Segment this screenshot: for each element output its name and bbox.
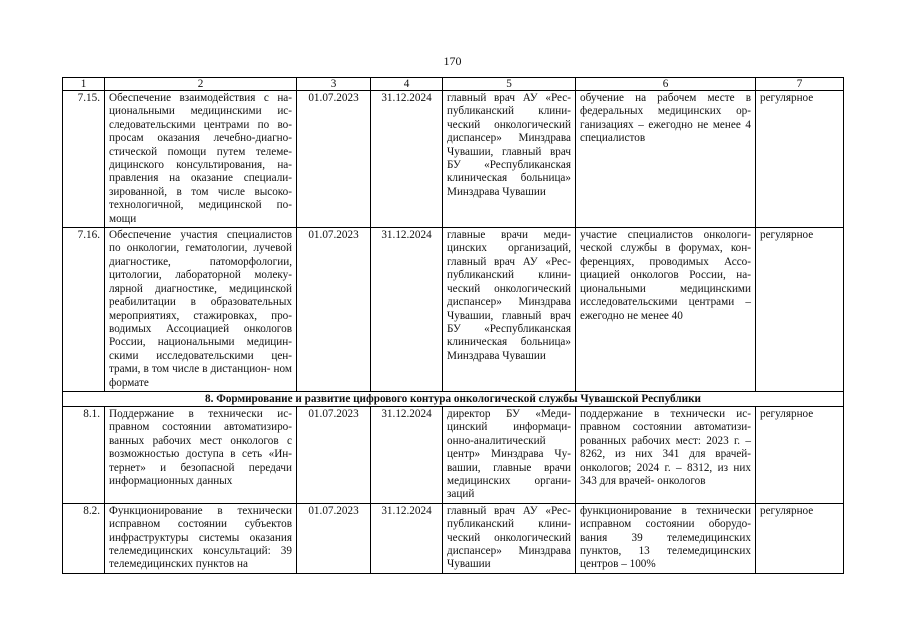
row-number: 7.16. — [63, 228, 105, 392]
responsible-executor: главные врачи меди- цинских организаций, главный врач АУ «Рес- публиканский клини- ческий онкологический диспансер» Минздрава Чувашии, главный врач БУ «Республиканская клиническая больница» Минздрава Чувашии — [443, 228, 576, 392]
column-number-header-row — [63, 78, 844, 91]
responsible-executor: директор БУ «Меди- цинский информаци- онно-аналитический центр» Минздрава Чу- вашии, главные врачи медицинских органи- заций — [443, 406, 576, 503]
frequency: регулярное — [756, 406, 844, 503]
frequency: регулярное — [756, 228, 844, 392]
column-number-header: 5 — [443, 78, 576, 91]
end-date: 31.12.2024 — [371, 503, 443, 573]
activity-description: Обеспечение взаимодействия с на- циональными медицинскими ис- следовательскими центрами по во- просам оказания лечебно-диагно- стической помощи путем телеме- дицинского консультирования, на- правления на оказание специали- зированной, в том числе высоко- технологичной, медицинской по- мощи — [105, 91, 297, 228]
row-number: 8.2. — [63, 503, 105, 573]
responsible-executor: главный врач АУ «Рес- публиканский клини- ческий онкологический диспансер» Минздрава Чувашии, главный врач БУ «Республиканская клиническая больница» Минздрава Чувашии — [443, 91, 576, 228]
activity-description: Функционирование в технически исправном состоянии субъектов инфраструктуры системы оказания телемедицинских консультаций: 39 телемедицинских пунктов на — [105, 503, 297, 573]
column-number-header: 3 — [297, 78, 371, 91]
column-number-header: 4 — [371, 78, 443, 91]
activities-table — [62, 77, 844, 574]
start-date: 01.07.2023 — [297, 503, 371, 573]
start-date: 01.07.2023 — [297, 228, 371, 392]
start-date: 01.07.2023 — [297, 91, 371, 228]
table-row — [63, 91, 844, 228]
column-number-header: 1 — [63, 78, 105, 91]
expected-result: функционирование в технически исправном состоянии оборудо- вания 39 телемедицинских пунктов, 13 телемедицинских центров – 100% — [576, 503, 756, 573]
section-title: 8. Формирование и развитие цифрового контура онкологической службы Чувашской Республики — [63, 391, 844, 406]
row-number: 8.1. — [63, 406, 105, 503]
table-row — [63, 228, 844, 392]
column-number-header: 6 — [576, 78, 756, 91]
activity-description: Обеспечение участия специалистов по онкологии, гематологии, лучевой диагностике, патоморфологии, цитологии, лабораторной молеку- лярной диагностике, медицинской реабилитации в образовательных мероприятиях, стажировках, про- водимых Ассоциацией онкологов России, национальными медицин- скими исследовательскими цен- трами, в том числе в дистанцион- ном формате — [105, 228, 297, 392]
frequency: регулярное — [756, 503, 844, 573]
table-row — [63, 406, 844, 503]
page-number: 170 — [443, 54, 462, 68]
end-date: 31.12.2024 — [371, 406, 443, 503]
frequency: регулярное — [756, 91, 844, 228]
row-number: 7.15. — [63, 91, 105, 228]
activity-description: Поддержание в технически ис- правном состоянии автоматизиро- ванных рабочих мест онкологов с возможностью доступа в сеть «Ин- тернет» и безопасной передачи информационных данных — [105, 406, 297, 503]
end-date: 31.12.2024 — [371, 228, 443, 392]
expected-result: обучение на рабочем месте в федеральных медицинских ор- ганизациях – ежегодно не менее 4 специалистов — [576, 91, 756, 228]
responsible-executor: главный врач АУ «Рес- публиканский клини- ческий онкологический диспансер» Минздрава Чувашии — [443, 503, 576, 573]
end-date: 31.12.2024 — [371, 91, 443, 228]
column-number-header: 2 — [105, 78, 297, 91]
expected-result: участие специалистов онкологи- ческой службы в форумах, кон- ференциях, проводимых Ассо- циацией онкологов России, на- циональными медицинскими исследовательскими центрами – ежегодно не менее 40 — [576, 228, 756, 392]
column-number-header: 7 — [756, 78, 844, 91]
expected-result: поддержание в технически ис- правном состоянии автоматизи- рованных рабочих мест: 2023 г. – 8262, из них 341 для врачей-онкологов; 2024 г. – 8312, из них 343 для врачей- онкологов — [576, 406, 756, 503]
table-row — [63, 503, 844, 573]
start-date: 01.07.2023 — [297, 406, 371, 503]
section-header-row — [63, 391, 844, 406]
